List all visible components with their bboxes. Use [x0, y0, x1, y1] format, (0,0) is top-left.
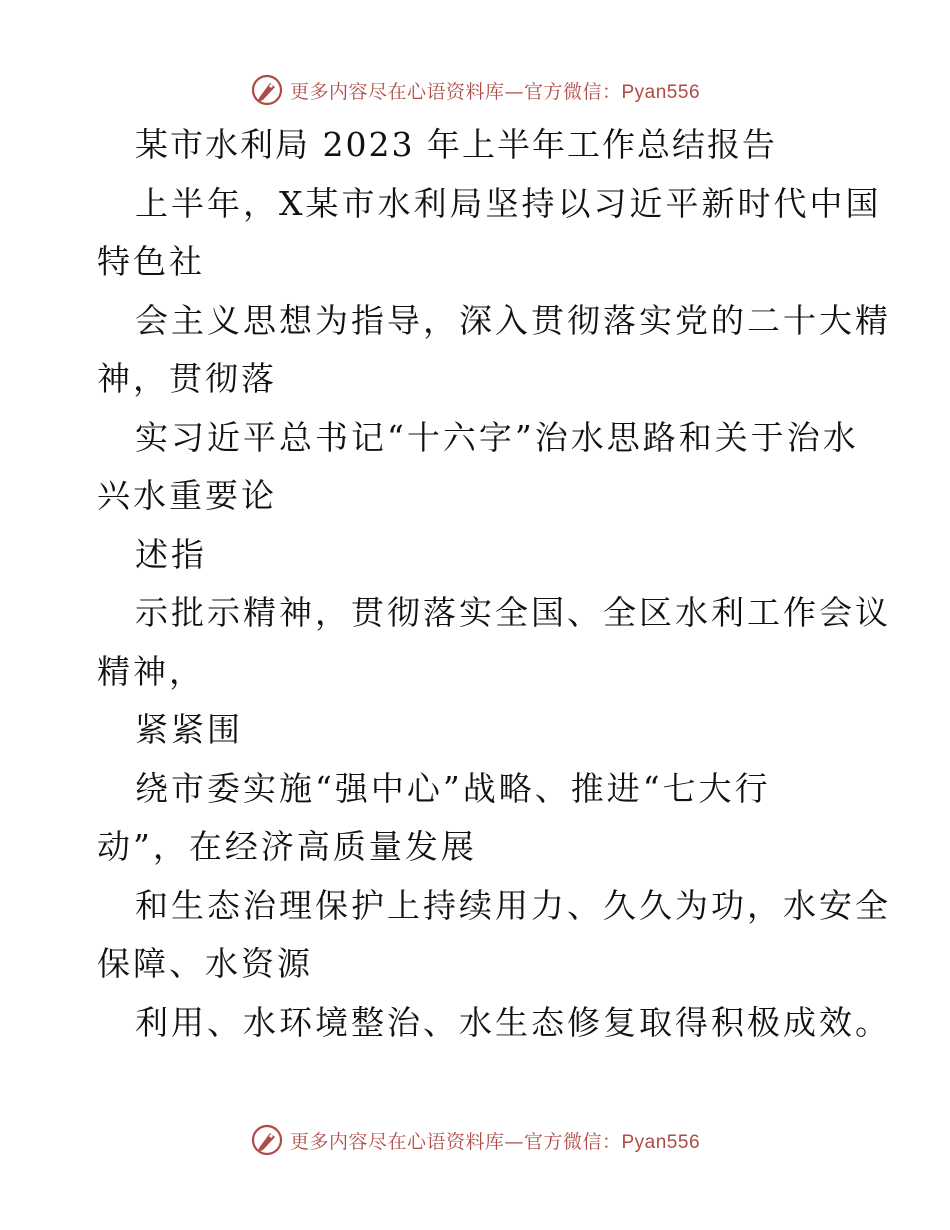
pen-nib-logo-icon: [250, 73, 284, 107]
body-line: 和生态治理保护上持续用力、久久为功，水安全: [135, 885, 891, 925]
body-line: 动”，在经济高质量发展: [97, 827, 477, 866]
body-line: 述指: [135, 534, 207, 574]
body-line: 上半年，X某市水利局坚持以习近平新时代中国: [135, 183, 882, 223]
pen-nib-logo-icon: [250, 1123, 284, 1157]
body-line: 利用、水环境整治、水生态修复取得积极成效。: [135, 1002, 891, 1042]
body-line: 精神，: [97, 651, 205, 691]
body-line: 实习近平总书记“十六字”治水思路和关于治水: [135, 417, 859, 457]
document-body: [97, 116, 891, 1052]
header-watermark: [0, 70, 950, 110]
body-line: 示批示精神，贯彻落实全国、全区水利工作会议: [135, 593, 891, 632]
body-line: 特色社: [97, 242, 205, 281]
body-line: 神，贯彻落: [97, 359, 277, 398]
watermark-text: 更多内容尽在心语资料库—官方微信：Pyan556: [289, 80, 701, 103]
wechat-id: Pyan556: [621, 81, 701, 103]
body-line: 会主义思想为指导，深入贯彻落实党的二十大精: [135, 300, 891, 340]
document-title: 某市水利局 2023 年上半年工作总结报告: [135, 125, 777, 164]
wechat-id: Pyan556: [621, 1131, 701, 1153]
body-line: 绕市委实施“强中心”战略、推进“七大行: [135, 768, 771, 808]
body-line: 保障、水资源: [97, 944, 313, 983]
watermark-text: 更多内容尽在心语资料库—官方微信：Pyan556: [289, 1130, 701, 1153]
body-line: 兴水重要论: [97, 476, 277, 515]
body-line: 紧紧围: [135, 710, 243, 749]
footer-watermark: [0, 1120, 950, 1160]
